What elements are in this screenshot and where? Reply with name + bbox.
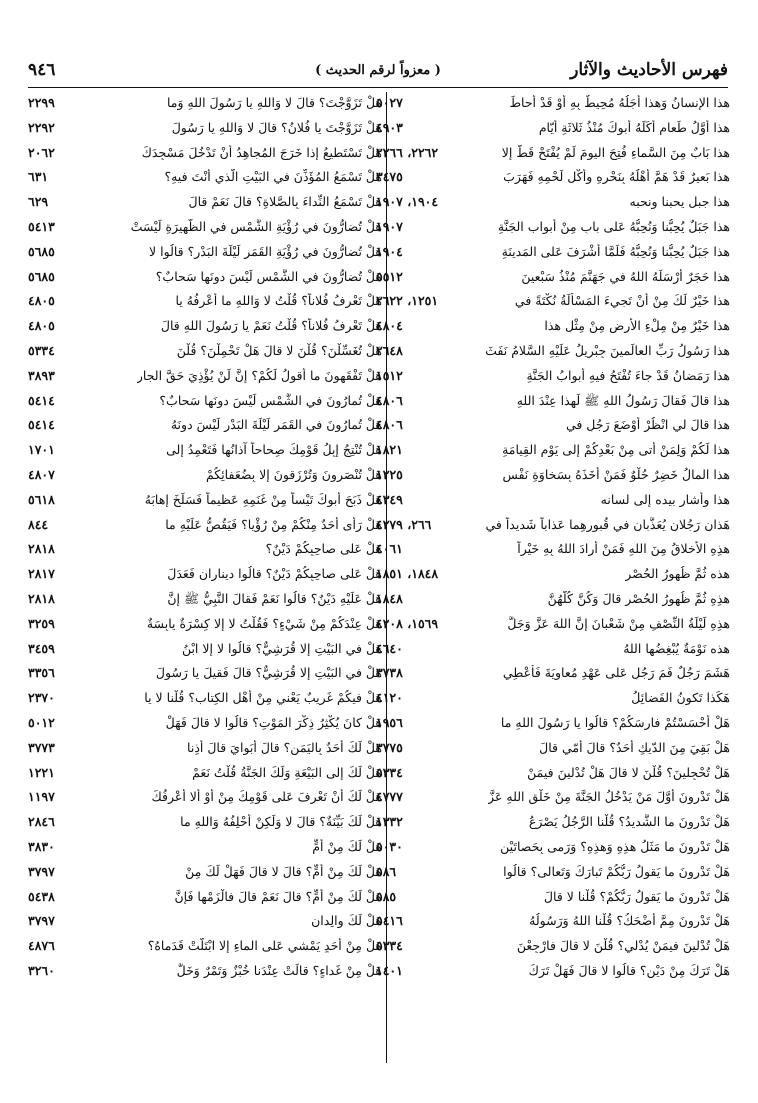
hadith-number: ٥٦٨٥ xyxy=(28,243,55,259)
index-entry xyxy=(28,242,382,267)
entry-text: هَلْ تُمارُونَ في القَمَرِ لَيْلَةَ البَدْرِ لَيْسَ دونَهُ xyxy=(170,417,382,433)
index-entry xyxy=(376,589,730,614)
index-entry xyxy=(28,515,382,540)
entry-text: هَلْ عِنْدَكُمْ مِنْ شَيْءٍ؟ فَقُلْتُ لا إلا كِسْرَةٌ يابِسَةٌ xyxy=(146,615,382,631)
entry-text: هَلْ تَزَوَّجْتَ يا فُلانُ؟ قالَ لا وَاللهِ يا رَسُولَ xyxy=(171,119,382,135)
entry-text: هذا وأشار بيده إلى لسانه xyxy=(600,491,730,507)
entry-text: هذا حَجَرٌ أَرْسَلَهُ اللهُ في جَهَنَّمَ مُنْذُ سَبْعينَ xyxy=(521,268,730,284)
hadith-number: ١٧٠١ xyxy=(28,442,55,458)
entry-text: هذِهِ لَيْلَةُ النِّصْفِ مِنْ شَعْبانَ إنَّ اللهَ عَزَّ وَجَلَّ xyxy=(507,615,730,631)
hadith-number: ٤٧٧٧ xyxy=(376,789,403,805)
index-entry xyxy=(28,539,382,564)
hadith-number: ٥٣٣٤ xyxy=(28,342,55,358)
hadith-number: ١٩٥٦ xyxy=(376,714,403,730)
page-subtitle: ( معزواً لرقم الحديث ) xyxy=(315,63,441,78)
entry-text: هَلْ تَفْقَهونَ ما أقولُ لَكُمْ؟ إنَّ لَنْ يُؤْذِيَ حَقَّ الجارِ xyxy=(136,367,382,383)
index-entry xyxy=(376,961,730,986)
entry-text: هَلْ لَكَ مِنْ أُمٍّ xyxy=(312,838,382,854)
hadith-number: ٣٣٥٦ xyxy=(28,665,55,681)
entry-text: هَلْ تَدْرونَ ما يَقولُ رَبُّكُمْ؟ قُلْنا لا قالَ xyxy=(543,888,730,904)
entry-text: هَلْ لَكَ بَيِّنَةٌ؟ قالَ لا وَلَكِنْ أحْلِفُهُ وَاللهِ ما xyxy=(180,814,382,830)
hadith-number: ٢٦٦، ٤٢٧٩ xyxy=(376,516,432,532)
entry-text: هَلْ تُدْلينَ فيمَنْ يُدْلي؟ قُلْنَ لا قالَ فارْجِعْنَ xyxy=(516,938,730,954)
hadith-number: ١٤٠١ xyxy=(376,962,403,978)
hadith-number: ١٢٥١، ٢٦٢٢ xyxy=(376,293,439,309)
entry-text: هَلْ تَرَكَ مِنْ دَيْنٍ؟ قالُوا لا قالَ فَهَلْ تَرَكَ xyxy=(528,962,730,978)
index-entry xyxy=(376,688,730,713)
entry-text: هَلْ لَكَ والِدانِ xyxy=(311,913,382,929)
index-entry xyxy=(376,415,730,440)
entry-text: هَلْ كانَ يُكْثِرُ ذِكْرَ المَوْتِ؟ قالُوا لا قالَ فَهَلْ xyxy=(165,714,382,730)
index-entry xyxy=(28,267,382,292)
index-entry xyxy=(376,391,730,416)
index-entry xyxy=(376,93,730,118)
hadith-number: ٣٢٦٠ xyxy=(28,962,55,978)
entry-text: هَلْ لَكَ أنْ تَعْرِفَ عَلى قَوْمِكَ مِنْ أوْ ألا أعْرِفُكَ xyxy=(151,789,382,805)
entry-text: هَلْ عَلى صاحِبِكُمْ دَيْنٌ؟ xyxy=(265,541,382,557)
index-entry xyxy=(28,465,382,490)
index-entry xyxy=(28,291,382,316)
index-entry xyxy=(376,936,730,961)
index-entry xyxy=(28,688,382,713)
entry-text: هذه نَوْمَةٌ يُبْغِضُها اللهُ xyxy=(623,640,730,656)
index-entry xyxy=(28,143,382,168)
hadith-number: ٣٧٩٧ xyxy=(28,863,55,879)
index-entry xyxy=(28,763,382,788)
index-entry xyxy=(28,341,382,366)
index-entry xyxy=(376,242,730,267)
entry-text: هَلْ تَسْمَعُ النِّداءَ بِالصَّلاةِ؟ قالَ نَعَمْ قالَ xyxy=(188,194,382,210)
hadith-number: ٥٦١٨ xyxy=(28,491,55,507)
index-entry xyxy=(376,887,730,912)
hadith-number: ٤٨٠٥ xyxy=(28,318,55,334)
header-rule xyxy=(28,87,728,88)
index-entry xyxy=(376,614,730,639)
hadith-number: ٣٧٧٥ xyxy=(376,739,403,755)
hadith-number: ٤٨٠٧ xyxy=(28,466,55,482)
entry-text: هَلْ مِنْ أحَدٍ يَمْشي عَلى الماءِ إلا ابْتَلَّتْ قَدَماهُ؟ xyxy=(147,938,382,954)
entry-text: هذه ثُمَّ ظُهورُ الحُصْرِ xyxy=(625,566,730,582)
entry-text: هَلْ تُضارُّونَ في رُؤْيَةِ القَمَرِ لَيْلَةَ البَدْرِ؟ قالُوا لا xyxy=(149,243,382,259)
hadith-number: ٢٣٧٠ xyxy=(28,690,55,706)
index-entry xyxy=(376,341,730,366)
index-entry xyxy=(28,192,382,217)
entry-text: هَلْ في البَيْتِ إلا قُرَشِيٌّ؟ قالُوا لا إلا ابْنُ xyxy=(181,640,382,656)
hadith-number: ٢٠٦٢ xyxy=(28,144,55,160)
hadith-number: ١٩٠٤، ١٩٠٧ xyxy=(376,194,439,210)
index-entry xyxy=(28,614,382,639)
index-entry xyxy=(376,291,730,316)
index-entry xyxy=(28,118,382,143)
hadith-number: ٢٨١٨ xyxy=(28,541,55,557)
hadith-number: ١١٩٧ xyxy=(28,789,55,805)
entry-text: هَلْ فيكُمْ غَريبٌ يَعْني مِنْ أهْلِ الكِتابِ؟ قُلْنا لا يا xyxy=(144,690,382,706)
index-entry xyxy=(376,763,730,788)
entry-text: هذا رَسُولُ رَبِّ العالَمينَ جِبْريلُ عَلَيْهِ السَّلامُ نَفَثَ xyxy=(485,342,730,358)
index-entry xyxy=(376,316,730,341)
entry-text: هذا بَعيرٌ قَدْ هَمَّ أَهْلُهُ بِنَحْرِهِ وأَكْلِ لَحْمِهِ فَهَرَبَ xyxy=(503,169,730,185)
index-entry xyxy=(376,911,730,936)
hadith-number: ٢٢٩٩ xyxy=(28,95,55,110)
hadith-number: ٥٠٣٠ xyxy=(376,838,403,854)
entry-text: هَلْ عَلى صاحِبِكُمْ دَيْنٌ؟ قالُوا دينارانِ فَعَدَلَ xyxy=(167,566,382,582)
index-entry xyxy=(376,564,730,589)
index-entry xyxy=(28,837,382,862)
entry-text: هذا قالَ فَقالَ رَسُولُ اللهِ ﷺ لَهذا عِنْدَ اللهِ xyxy=(516,392,730,408)
index-entry xyxy=(376,167,730,192)
entry-text: هَلْ لَكَ مِنْ أُمٍّ؟ قالَ لا قالَ فَهَلْ لَكَ مِنْ xyxy=(185,863,382,879)
hadith-number: ١٥٦٩، ٤٢٠٨ xyxy=(376,615,439,631)
entry-text: هَكَذا تَكونُ الفَضائِلُ xyxy=(631,690,730,706)
hadith-number: ٤٩٠٣ xyxy=(376,119,403,135)
index-entry xyxy=(376,713,730,738)
index-entry xyxy=(376,837,730,862)
hadith-number: ٣٤٧٥ xyxy=(376,169,403,185)
hadith-number: ٤٠٦١ xyxy=(376,541,403,557)
entry-text: هَلْ بَقِيَ مِنَ الدّيكِ أحَدٌ؟ قالَ أُمّي قالَ xyxy=(539,739,730,755)
entry-text: هذا خَيْرٌ لَكَ مِنْ أنْ تَجيءَ المَسْأَلَةُ نُكْتَةً في xyxy=(514,293,730,309)
hadith-number: ٦٣١ xyxy=(28,169,49,185)
hadith-number: ٣٨٣٠ xyxy=(28,838,55,854)
hadith-number: ٥٦٨٥ xyxy=(28,268,55,284)
hadith-number: ٥٥١٢ xyxy=(376,268,403,284)
index-entry xyxy=(376,440,730,465)
index-entry xyxy=(376,192,730,217)
entry-text: هذا جَبَلٌ يُحِبُّنا وَنُحِبُّهُ فَلَمَّا أَشْرَفَ عَلى المَدينَةِ xyxy=(501,243,730,259)
entry-text: هذا لَكُمْ وَلِمَنْ أتى مِنْ بَعْدِكُمْ إلى يَوْمِ القِيامَةِ xyxy=(502,442,730,458)
index-entry xyxy=(28,589,382,614)
entry-text: هذا جبل يحبنا ونحبه xyxy=(629,194,730,210)
entry-text: هَلْ لَكَ إلى البَيْعَةِ وَلَكَ الجَنَّةُ قُلْتُ نَعَمْ xyxy=(192,764,382,780)
entry-text: هَلْ تُغَسِّلْنَ؟ قُلْنَ لا قالَ هَلْ تَحْمِلْنَ؟ قُلْنَ xyxy=(176,342,382,358)
entry-text: هَلْ لَكَ مِنْ أُمٍّ؟ قالَ نَعَمْ قالَ فالْزَمْها فَإنَّ xyxy=(174,888,382,904)
hadith-number: ٥٤١٦ xyxy=(376,913,403,929)
entry-text: هَلْ تُمارُونَ في الشَّمْسِ لَيْسَ دونَها سَحابٌ؟ xyxy=(159,392,382,408)
hadith-number: ٥٤١٣ xyxy=(28,218,55,234)
entry-text: هَلْ في البَيْتِ إلا قُرَشِيٌّ؟ قالَ فَقيلَ يا رَسُولَ xyxy=(155,665,382,681)
hadith-number: ٦٢٩ xyxy=(28,194,49,210)
hadith-number: ٨٤٤ xyxy=(28,516,49,532)
entry-text: هذا خَيْرٌ مِنْ مِلْءِ الأرضِ مِنْ مِثْلِ هذا xyxy=(544,318,730,334)
hadith-number: ١٨٤٨ xyxy=(376,590,403,606)
entry-text: هذِهِ ثُمَّ ظُهورُ الحُصْرِ قالَ وَكُنَّ كُلُّهُنَّ xyxy=(547,590,730,606)
hadith-number: ٣٢٥٩ xyxy=(28,615,55,631)
hadith-number: ٥٨٥ xyxy=(376,888,397,904)
hadith-number: ١٨٤٨، ١٨٥١ xyxy=(376,566,439,582)
index-entry xyxy=(376,366,730,391)
index-entry xyxy=(28,564,382,589)
entry-text: هَلْ أَحْسَسْتُمْ فارِسَكُمْ؟ قالُوا يا رَسُولَ اللهِ ما xyxy=(500,714,730,730)
entry-text: هَلْ تُنْصَرونَ وَتُرْزَقونَ إلا بِضُعَفائِكُمْ xyxy=(205,466,382,482)
hadith-number: ٤٦٤٠ xyxy=(376,640,403,656)
hadith-number: ٤٨٠٦ xyxy=(376,392,403,408)
entry-text: هَذانِ رَجُلانِ يُعَذَّبانِ في قُبورِهِما عَذاباً شَديداً في xyxy=(485,516,730,532)
entry-text: هَلْ تَسْتَطيعُ إذا خَرَجَ المُجاهِدُ أنْ تَدْخُلَ مَسْجِدَكَ xyxy=(141,144,382,160)
entry-text: هذا بَابٌ مِنَ السَّماءِ فُتِحَ اليومَ لَمْ يُفْتَحْ قَطُّ إلا xyxy=(501,144,730,160)
index-entry xyxy=(376,812,730,837)
entry-text: هذا الإِنسانُ وَهذا أَجَلُهُ مُحِيطٌ بِهِ أوْ قَدْ أحاطَ xyxy=(509,95,730,110)
entry-text: هَلْ تُنْتِجُ إبِلُ قَوْمِكَ صِحاحاً آذانُها فَتَعْمِدُ إلى xyxy=(166,442,382,458)
page-header xyxy=(28,60,728,86)
hadith-number: ٥٣٣٤ xyxy=(376,764,403,780)
entry-text: هَلْ تَدْرونَ ما مَثَلُ هذِهِ وَهذِهِ؟ وَرَمى بِحَصاتَيْنِ xyxy=(500,838,730,854)
index-entry xyxy=(376,862,730,887)
entry-text: هَلْ لَكَ أحَدٌ بِاليَمَنِ؟ قالَ أبَوايَ قالَ أذِنا xyxy=(187,739,382,755)
index-entry xyxy=(376,515,730,540)
entry-text: هَلْ ذَبَحَ أبوكَ تَيْساً مِنْ غَنَمِهِ عَظيماً فَسَلَخَ إهابَهُ xyxy=(144,491,382,507)
entry-text: هذِهِ الأخلاقُ مِنَ اللهِ فَمَنْ أرادَ اللهُ بِهِ خَيْراً xyxy=(517,541,730,557)
hadith-number: ٢٨٤٦ xyxy=(28,814,55,830)
hadith-number: ٤٨٠٦ xyxy=(376,417,403,433)
index-entry xyxy=(376,639,730,664)
index-entry xyxy=(28,911,382,936)
index-entry xyxy=(376,663,730,688)
hadith-number: ٤٨٠٤ xyxy=(376,318,403,334)
hadith-number: ٥٨٦ xyxy=(376,863,397,879)
index-entry xyxy=(376,143,730,168)
hadith-number: ٤٣٤٩ xyxy=(376,491,403,507)
index-entry xyxy=(28,787,382,812)
hadith-number: ٢٦٤٨ xyxy=(376,342,403,358)
page-title: فهرس الأحاديث والآثار xyxy=(570,60,728,80)
index-entry xyxy=(28,639,382,664)
entry-text: هَلْ رَأى أحَدٌ مِنْكُمْ مِنْ رُؤْيا؟ فَيَقُصُّ عَلَيْهِ ما xyxy=(165,516,382,532)
hadith-number: ١٢٢١ xyxy=(28,764,55,780)
hadith-number: ٥٠١٢ xyxy=(28,714,55,730)
index-entry xyxy=(376,217,730,242)
entry-text: هذا جَبَلٌ يُحِبُّنا وَنُحِبُّهُ عَلى بابٍ مِنْ أبوابِ الجَنَّةِ xyxy=(497,218,730,234)
entry-text: هَلْ تَدْرونَ ما يَقولُ رَبُّكُمْ تَبارَكَ وَتَعالى؟ قالُوا xyxy=(503,863,730,879)
index-entry xyxy=(376,539,730,564)
hadith-number: ٥٤١٤ xyxy=(28,417,55,433)
hadith-number: ٤٨٠٥ xyxy=(28,293,55,309)
hadith-number: ٣٧٣٨ xyxy=(376,665,403,681)
entry-text: هَلْ تَدْرونَ مِمَّ أضْحَكُ؟ قُلْنا اللهُ وَرَسُولُهُ xyxy=(529,913,730,929)
entry-text: هَشَمَ رَجُلٌ فَمَ رَجُلٍ عَلى عَهْدِ مُعاوِيَةَ فَأُعْطِي xyxy=(502,665,730,681)
index-entry xyxy=(376,738,730,763)
hadith-number: ٣٨٩٣ xyxy=(28,367,55,383)
index-entry xyxy=(28,713,382,738)
entry-text: هَلْ تَدْرونَ ما الشَّديدُ؟ قُلْنا الرَّجُلُ يَصْرَعُ xyxy=(528,814,730,830)
index-entry xyxy=(376,490,730,515)
index-entry xyxy=(28,738,382,763)
hadith-number: ٥٤٣٨ xyxy=(28,888,55,904)
hadith-number: ٢٢٩٢ xyxy=(28,119,55,135)
entry-text: هَلْ تَعْرِفُ فُلاناً؟ قُلْتُ لا وَاللهِ ما أعْرِفُهُ يا xyxy=(175,293,382,309)
entry-text: هَلْ تُحْجِلينَ؟ قُلْنَ لا قالَ هَلْ تُدْلينَ فيمَنْ xyxy=(527,764,730,780)
hadith-number: ٢٢٦٢، ٢٢٦٦ xyxy=(376,144,439,160)
hadith-number: ٣٧٩٧ xyxy=(28,913,55,929)
index-entry xyxy=(376,465,730,490)
index-entry xyxy=(28,936,382,961)
entry-text: هَلْ تُضارُّونَ في رُؤْيَةِ الشَّمْسِ في الظَّهيرَةِ لَيْسَتْ xyxy=(130,218,382,234)
entry-text: هَلْ تَسْمَعُ المُؤَذِّنَ في البَيْتِ الَّذي أنْتَ فيهِ؟ xyxy=(164,169,382,185)
index-entry xyxy=(28,217,382,242)
hadith-number: ١٢٢٥ xyxy=(376,466,403,482)
hadith-number: ١٣٣٢ xyxy=(376,814,403,830)
entry-text: هَلْ مِنْ غَداءٍ؟ قالَتْ عِنْدَنا خُبْزٌ وَتَمْرٌ وَخَلٌّ xyxy=(176,962,382,978)
index-entry xyxy=(28,167,382,192)
entry-text: هذا أوَّلُ طَعامٍ أكَلَهُ أبوكَ مُنْذُ ثَلاثَةِ أيّامٍ xyxy=(538,119,730,135)
hadith-number: ١٥١٢ xyxy=(376,367,403,383)
page-number: ٩٤٦ xyxy=(28,60,56,80)
entry-text: هَلْ تَزَوَّجْتَ؟ قالَ لا وَاللهِ يا رَسُولَ اللهِ وَما xyxy=(166,95,382,110)
entry-text: هَلْ تُضارُّونَ في الشَّمْسِ لَيْسَ دونَها سَحابٌ؟ xyxy=(155,268,382,284)
index-entry xyxy=(28,862,382,887)
entry-text: هذا المالُ خَضِرٌ حُلْوٌ فَمَنْ أَخَذَهُ بِسَخاوَةِ نَفْسٍ xyxy=(502,466,730,482)
entry-text: هذا قالَ لي انْظُرْ أوْضَعَ رَجُلٍ في xyxy=(565,417,730,433)
hadith-number: ٥٣٣٤ xyxy=(376,938,403,954)
hadith-number: ١٩٠٤ xyxy=(376,243,403,259)
hadith-number: ٢٨١٨ xyxy=(28,590,55,606)
entry-text: هذا رَمَضانُ قَدْ جاءَ تُفْتَحُ فيهِ أبوابُ الجَنَّةِ xyxy=(526,367,730,383)
hadith-number: ٣٤٥٩ xyxy=(28,640,55,656)
index-entry xyxy=(28,490,382,515)
hadith-number: ٥٤١٤ xyxy=(28,392,55,408)
right-column xyxy=(376,93,730,986)
index-entry xyxy=(376,267,730,292)
index-entry xyxy=(28,415,382,440)
hadith-number: ١٨٢١ xyxy=(376,442,403,458)
index-entry xyxy=(28,316,382,341)
hadith-number: ٣٧٧٣ xyxy=(28,739,55,755)
hadith-number: ٥٠٢٧ xyxy=(376,95,403,110)
index-entry xyxy=(28,391,382,416)
index-entry xyxy=(376,118,730,143)
index-entry xyxy=(376,787,730,812)
index-entry xyxy=(28,812,382,837)
hadith-number: ٤١٢٠ xyxy=(376,690,403,706)
index-entry xyxy=(28,887,382,912)
index-entry xyxy=(28,93,382,118)
entry-text: هَلْ تَعْرِفُ فُلاناً؟ قُلْتُ نَعَمْ يا رَسُولَ اللهِ قالَ xyxy=(160,318,382,334)
hadith-number: ٤٨٧٦ xyxy=(28,938,55,954)
index-entry xyxy=(28,366,382,391)
hadith-number: ١٩٠٧ xyxy=(376,218,403,234)
entry-text: هَلْ تَدْرونَ أوَّلَ مَنْ يَدْخُلُ الجَنَّةَ مِنْ خَلْقِ اللهِ عَزَّ xyxy=(488,789,730,805)
index-entry xyxy=(28,961,382,986)
hadith-number: ٢٨١٧ xyxy=(28,566,55,582)
index-entry xyxy=(28,440,382,465)
index-entry xyxy=(28,663,382,688)
entry-text: هَلْ عَلَيْهِ دَيْنٌ؟ قالُوا نَعَمْ فَقالَ النَّبِيُّ ﷺ إنَّ xyxy=(167,590,382,606)
left-column xyxy=(28,93,382,986)
